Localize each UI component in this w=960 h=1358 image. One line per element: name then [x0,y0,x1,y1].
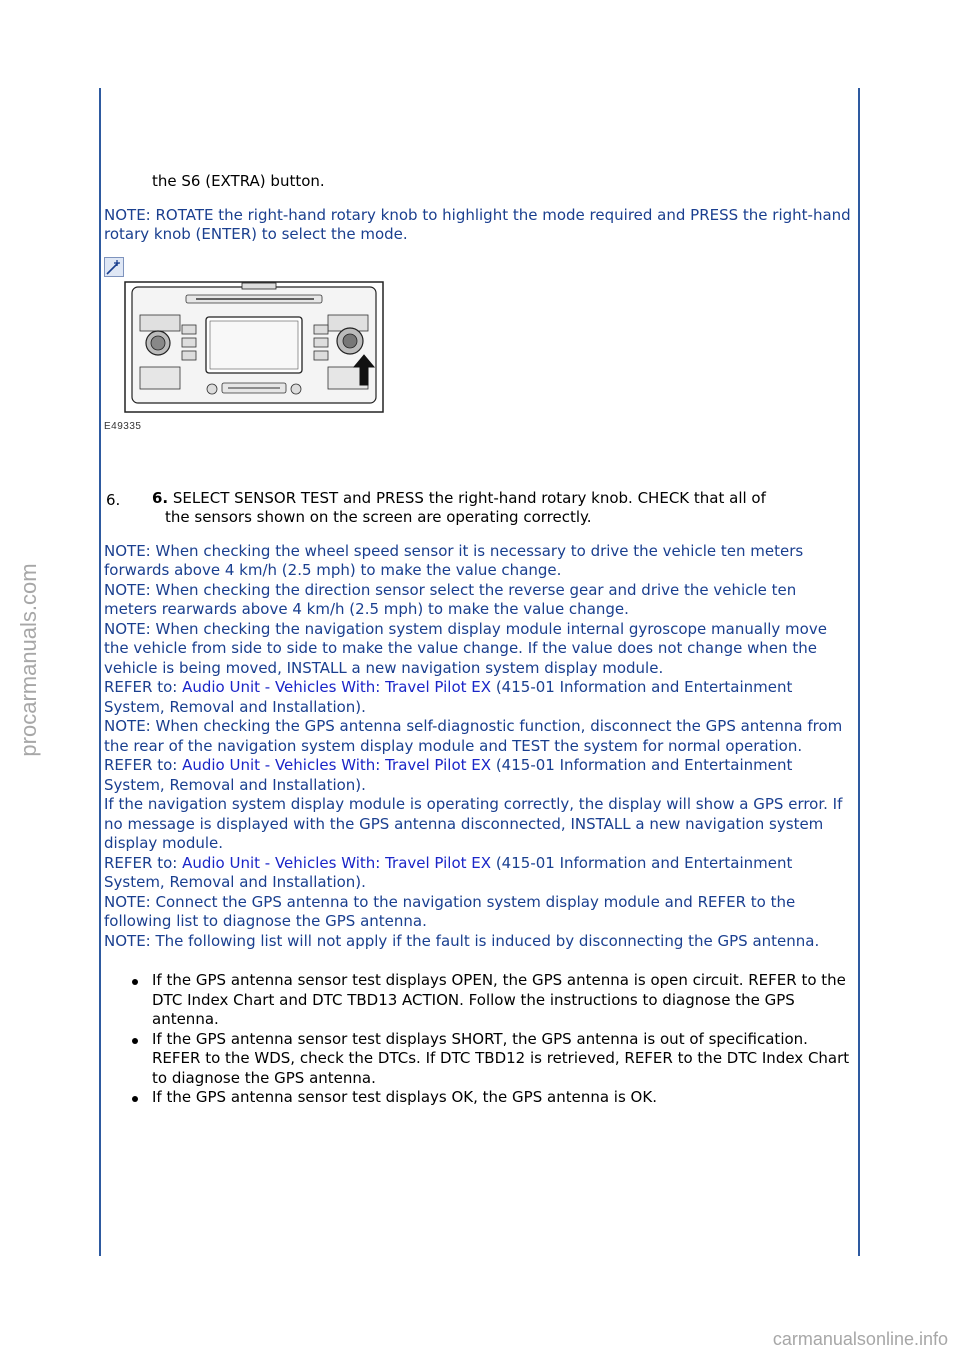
figure [104,257,852,463]
notes-block [104,542,852,952]
intro-line: the S6 (EXTRA) button. [152,172,325,190]
figure-label: E49335 [104,420,142,432]
refer-link-2[interactable]: Audio Unit - Vehicles With: Travel Pilot EX [182,756,492,774]
bottom-watermark: carmanualsonline.info [772,1329,948,1349]
step-bold-number: 6. [152,488,169,507]
refer-suffix: (415-01 Information and Entertainment System, Removal and Installation). [104,678,793,716]
note-connect-gps: NOTE: Connect the GPS antenna to the navigation system display module and REFER to the following list to diagnose the GPS antenna. [104,892,796,930]
list-item: If the GPS antenna sensor test displays SHORT, the GPS antenna is out of specification. REFER to the WDS, check the DTCs. If DTC TBD12 is retrieved, REFER to the DTC Index Chart to diagnose the GPS antenna. [104,1030,852,1089]
refer-prefix: REFER to: [104,853,183,872]
note-direction: NOTE: When checking the direction sensor select the reverse gear and drive the vehicle ten meters rearwards above 4 km/h (2.5 mph) to make the value change. [104,580,797,618]
zoom-icon[interactable] [104,257,124,277]
document-content [104,172,852,1108]
refer-suffix: (415-01 Information and Entertainment System, Removal and Installation). [104,756,793,794]
step-6 [104,489,852,528]
list-item: If the GPS antenna sensor test displays OK, the GPS antenna is OK. [104,1088,852,1108]
right-margin-rule [858,88,860,1256]
refer-prefix: REFER to: [104,678,183,696]
refer-suffix: (415-01 Information and Entertainment System, Removal and Installation). [104,853,793,891]
refer-3 [104,854,852,893]
list-item: If the GPS antenna sensor test displays OPEN, the GPS antenna is open circuit. REFER to the DTC Index Chart and DTC TBD13 ACTION. Follow the instructions to diagnose the GPS antenna. [104,971,852,1030]
note-gyroscope: NOTE: When checking the navigation system display module internal gyroscope manually move the vehicle from side to side to make the value change. If the value does not change when the vehicle is being moved, INSTALL a new navigation system display module. [104,619,827,677]
step-text-continued: the sensors shown on the screen are operating correctly. [165,508,592,526]
note-gps-self-diagnostic: NOTE: When checking the GPS antenna self-diagnostic function, disconnect the GPS antenna from the rear of the navigation system display module and TEST the system for normal operation. [104,717,843,755]
refer-link-1[interactable]: Audio Unit - Vehicles With: Travel Pilot EX [182,678,492,696]
note-wheel-speed: NOTE: When checking the wheel speed sensor it is necessary to drive the vehicle ten meters forwards above 4 km/h (2.5 mph) to make the value change. [104,541,804,579]
bullet-icon [132,979,138,985]
step-text: SELECT SENSOR TEST and PRESS the right-hand rotary knob. CHECK that all of [168,488,766,507]
refer-link-3[interactable]: Audio Unit - Vehicles With: Travel Pilot EX [182,853,492,872]
gps-antenna-list [104,971,852,1108]
note-list-not-apply: NOTE: The following list will not apply if the fault is induced by disconnecting the GPS antenna. [104,931,820,950]
side-watermark [4,560,54,760]
audio-unit-illustration [124,281,384,413]
refer-1 [104,678,852,717]
left-margin-rule [99,88,101,1256]
bullet-icon [132,1038,138,1044]
bullet-icon [132,1096,138,1102]
step-number: 6. [106,490,121,509]
para-gps-error: If the navigation system display module is operating correctly, the display will show a GPS error. If no message is displayed with the GPS antenna disconnected, INSTALL a new navigation system display module. [104,795,843,852]
side-watermark-text: procarmanuals.com [16,563,41,757]
refer-2 [104,756,852,795]
note-rotate: NOTE: ROTATE the right-hand rotary knob to highlight the mode required and PRESS the right-hand rotary knob (ENTER) to select the mode. [104,205,851,243]
refer-prefix: REFER to: [104,756,183,774]
